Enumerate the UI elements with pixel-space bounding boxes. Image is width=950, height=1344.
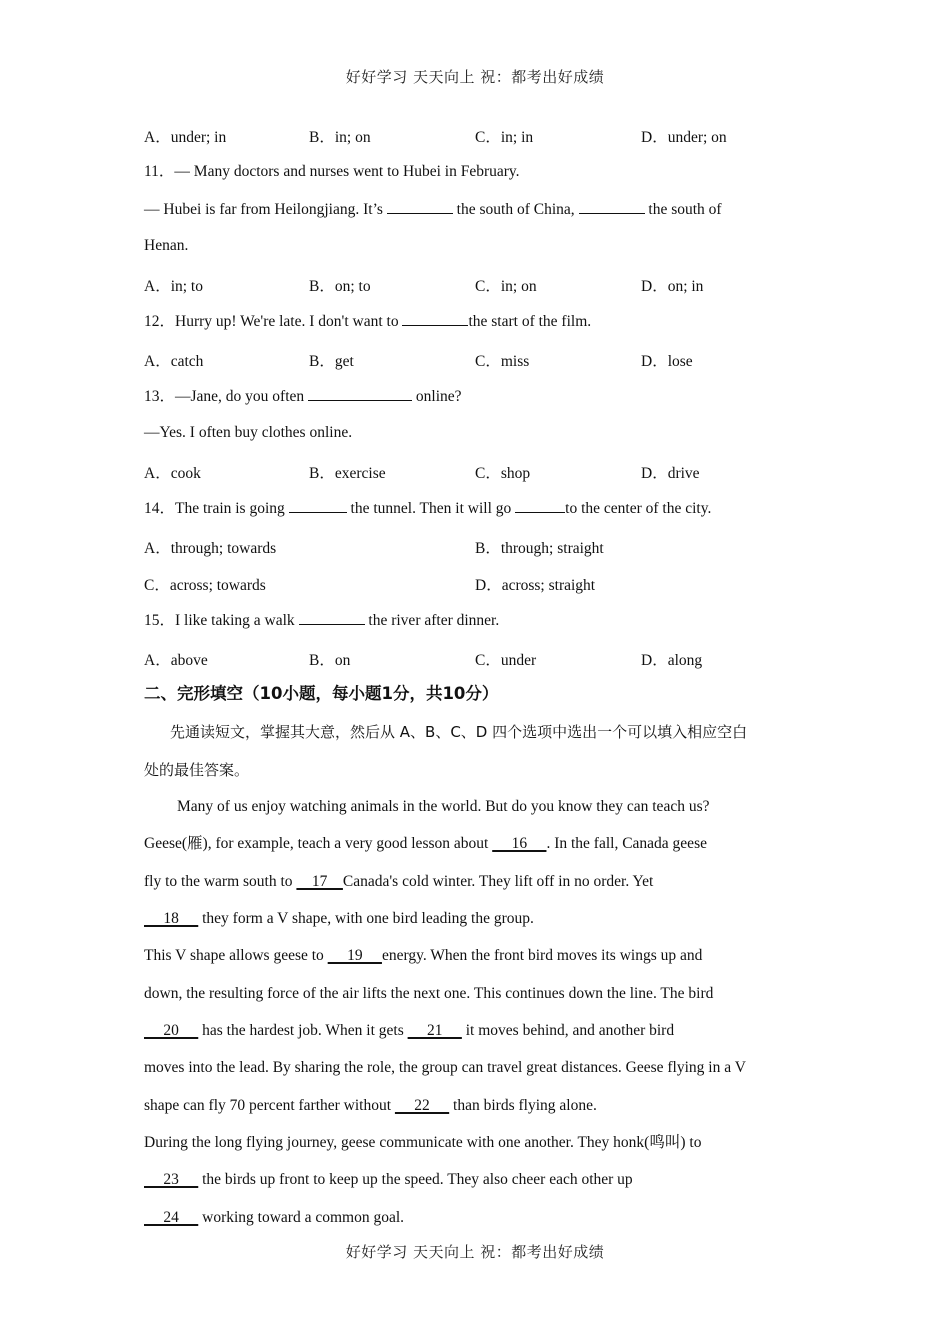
blank-21: 21: [407, 1022, 462, 1039]
question-11-line2: [144, 199, 814, 220]
option-c: C．miss: [475, 353, 530, 370]
text-segment: 13．—Jane, do you often: [144, 388, 309, 405]
option-c: C．in; in: [475, 129, 534, 146]
text-segment: the birds up front to keep up the speed. They also cheer each other up: [198, 1171, 633, 1188]
option-b: B．on: [309, 652, 351, 669]
section-instructions: 先通读短文，掌握其大意，然后从 A、B、C、D 四个选项中选出一个可以填入相应空白: [170, 723, 748, 741]
option-c: C．in; on: [475, 278, 537, 295]
section-title: 二、完形填空（10小题，每小题1分，共10分）: [144, 684, 499, 703]
answer-blank: [387, 199, 453, 214]
question-12-stem: [144, 311, 814, 332]
section-instructions-cont: 处的最佳答案。: [144, 761, 250, 779]
question-14-stem: [144, 498, 814, 519]
page-footer: 好好学习 天天向上 祝：都考出好成绩: [345, 1243, 605, 1261]
option-b: B．through; straight: [475, 540, 604, 557]
answer-blank: [299, 610, 365, 625]
passage-line: [144, 1208, 814, 1228]
text-segment: the river after dinner.: [364, 612, 500, 629]
question-11-stem: 11．— Many doctors and nurses went to Hubei in February.: [144, 163, 520, 180]
option-d: D．across; straight: [475, 577, 596, 594]
question-11-line3: Henan.: [144, 237, 189, 254]
passage-line: down, the resulting force of the air lifts the next one. This continues down the line. The bird: [144, 985, 714, 1002]
text-segment: online?: [412, 388, 462, 405]
answer-blank: [402, 311, 468, 326]
blank-17: 17: [296, 873, 343, 890]
answer-blank: [308, 386, 412, 401]
page-header: 好好学习 天天向上 祝：都考出好成绩: [345, 68, 605, 86]
question-13-line2: —Yes. I often buy clothes online.: [144, 424, 353, 441]
answer-blank: [515, 498, 565, 513]
answer-blank: [289, 498, 347, 513]
text-segment: working toward a common goal.: [198, 1209, 405, 1226]
option-d: D．on; in: [641, 278, 704, 295]
blank-20: 20: [144, 1022, 199, 1039]
question-13-stem: [144, 386, 814, 407]
option-a: A．through; towards: [144, 540, 277, 557]
answer-blank: [579, 199, 645, 214]
blank-22: 22: [394, 1097, 450, 1114]
option-d: D．lose: [641, 353, 693, 370]
text-segment: has the hardest job. When it gets: [198, 1022, 408, 1039]
blank-24: 24: [144, 1209, 199, 1226]
text-segment: . In the fall, Canada geese: [546, 835, 707, 852]
passage-line: [144, 872, 814, 892]
blank-23: 23: [144, 1171, 199, 1188]
option-b: B．in; on: [309, 129, 371, 146]
passage-line: [144, 1096, 814, 1116]
text-segment: shape can fly 70 percent farther without: [144, 1097, 395, 1114]
text-segment: 15．I like taking a walk: [144, 612, 299, 629]
option-a: A．above: [144, 652, 208, 669]
passage-line: During the long flying journey, geese communicate with one another. They honk(鸣叫) to: [144, 1134, 702, 1151]
passage-line: moves into the lead. By sharing the role, the group can travel great distances. Geese flying in a V: [144, 1059, 746, 1076]
option-b: B．get: [309, 353, 354, 370]
blank-16: 16: [492, 835, 547, 852]
passage-line: [144, 1170, 814, 1190]
question-15-stem: [144, 610, 814, 631]
blank-19: 19: [327, 947, 382, 964]
option-b: B．exercise: [309, 465, 386, 482]
option-c: C．under: [475, 652, 537, 669]
text-segment: the start of the film.: [468, 313, 592, 330]
text-segment: the tunnel. Then it will go: [346, 500, 516, 517]
option-d: D．under; on: [641, 129, 727, 146]
blank-18: 18: [144, 910, 199, 927]
text-segment: the south of China,: [452, 201, 579, 218]
text-segment: it moves behind, and another bird: [461, 1022, 675, 1039]
text-segment: energy. When the front bird moves its wings up and: [381, 947, 703, 964]
text-segment: Canada's cold winter. They lift off in no order. Yet: [342, 873, 654, 890]
text-segment: fly to the warm south to: [144, 873, 297, 890]
text-segment: 14．The train is going: [144, 500, 289, 517]
passage-line: [144, 909, 814, 929]
option-b: B．on; to: [309, 278, 371, 295]
passage-line: Many of us enjoy watching animals in the world. But do you know they can teach us?: [177, 798, 710, 815]
text-segment: the south of: [644, 201, 722, 218]
option-a: A．in; to: [144, 278, 203, 295]
option-a: A．under; in: [144, 129, 227, 146]
option-c: C．shop: [475, 465, 531, 482]
text-segment: they form a V shape, with one bird leading the group.: [198, 910, 534, 927]
text-segment: — Hubei is far from Heilongjiang. It’s: [144, 201, 387, 218]
text-segment: than birds flying alone.: [449, 1097, 597, 1114]
text-segment: This V shape allows geese to: [144, 947, 328, 964]
option-a: A．catch: [144, 353, 204, 370]
option-c: C．across; towards: [144, 577, 266, 594]
passage-line: [144, 834, 814, 854]
text-segment: to the center of the city.: [565, 500, 712, 517]
option-d: D．drive: [641, 465, 700, 482]
text-segment: Geese(雁), for example, teach a very good lesson about: [144, 835, 493, 852]
option-a: A．cook: [144, 465, 201, 482]
option-d: D．along: [641, 652, 703, 669]
passage-line: [144, 1021, 814, 1041]
passage-line: [144, 946, 814, 966]
text-segment: 12．Hurry up! We're late. I don't want to: [144, 313, 403, 330]
